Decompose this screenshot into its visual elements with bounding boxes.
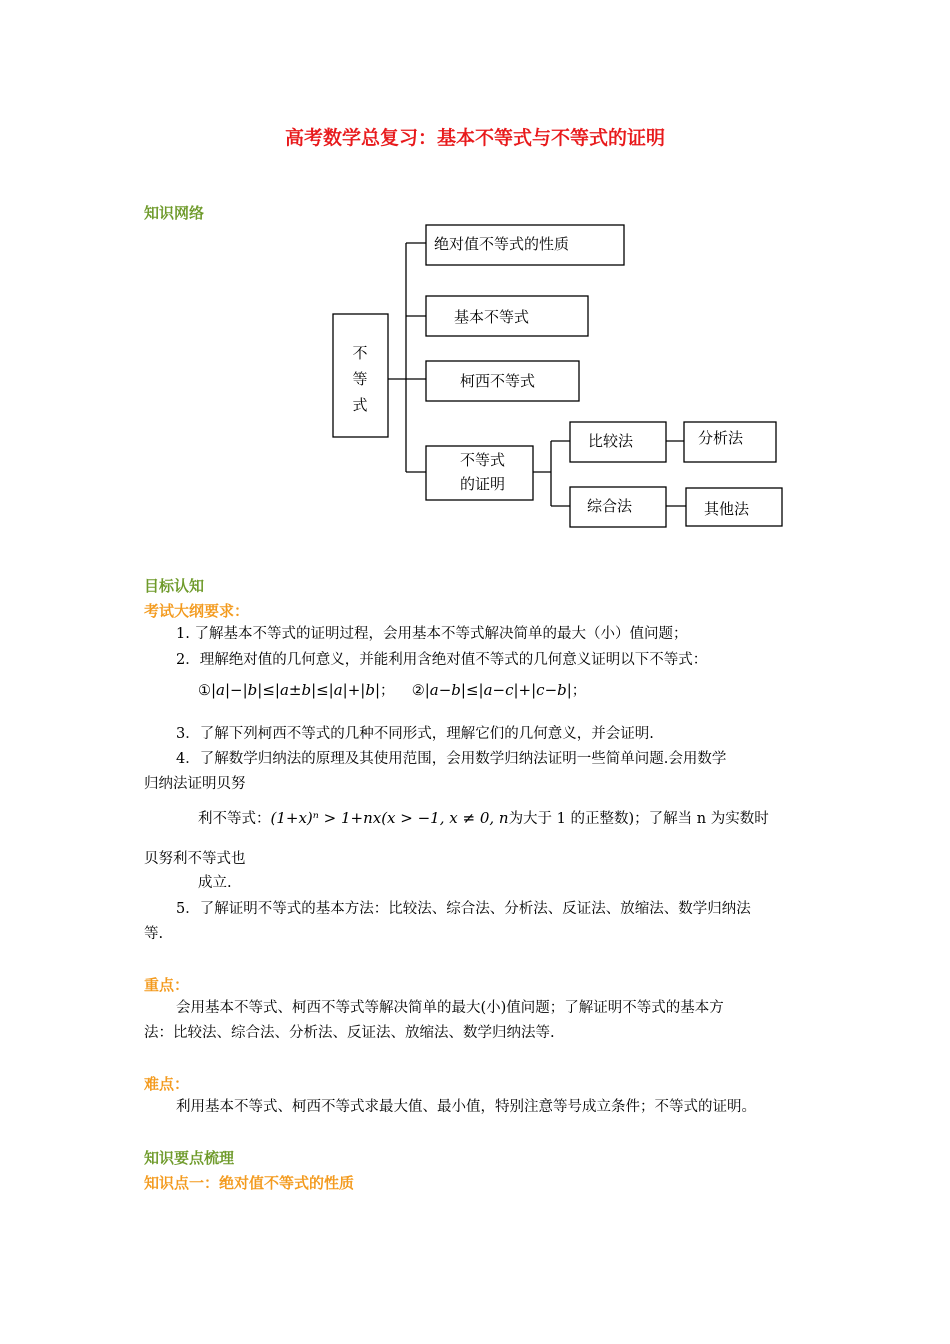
section-heading-difficulty: 难点： <box>144 1075 190 1093</box>
formula-1-marker: ① <box>198 683 211 699</box>
formula-abs-triangle: |a|−|b|≤|a±b|≤|a|+|b| <box>211 681 381 699</box>
formula-abs-difference: |a−b|≤|a−c|+|c−b| <box>424 681 572 699</box>
formula-row <box>198 680 586 701</box>
difficulty-line-1: 利用基本不等式、柯西不等式求最大值、最小值，特别注意等号成立条件；不等式的证明。 <box>176 1099 756 1115</box>
diagram-label-compare: 比较法 <box>588 432 634 450</box>
diagram-label-proof-1: 不等式 <box>460 451 506 469</box>
syllabus-item-1: 1. 了解基本不等式的证明过程，会用基本不等式解决简单的最大（小）值问题； <box>176 626 688 642</box>
diagram-label-cauchy: 柯西不等式 <box>460 372 536 390</box>
syllabus-item-5-line-2: 等. <box>144 926 164 942</box>
page-title: 高考数学总复习：基本不等式与不等式的证明 <box>284 127 665 149</box>
diagram-label-proof-2: 的证明 <box>460 475 506 493</box>
syllabus-item-4-line-2: 归纳法证明贝努 <box>144 776 246 792</box>
diagram-root-char-3: 式 <box>352 396 368 414</box>
syllabus-item-4-line-5: 成立. <box>198 875 232 891</box>
diagram-label-basic: 基本不等式 <box>454 308 530 326</box>
diagram-label-synthesis: 综合法 <box>587 497 633 515</box>
section-heading-network: 知识网络 <box>144 204 205 222</box>
bernoulli-suffix: 为大于 1 的正整数)；了解当 n 为实数时 <box>508 811 769 827</box>
key-line-2: 法：比较法、综合法、分析法、反证法、放缩法、数学归纳法等. <box>144 1025 555 1041</box>
syllabus-item-4-line-4: 贝努利不等式也 <box>144 851 246 867</box>
key-line-1: 会用基本不等式、柯西不等式等解决简单的最大(小)值问题；了解证明不等式的基本方 <box>176 1000 724 1016</box>
syllabus-item-5-line-1: 5．了解证明不等式的基本方法：比较法、综合法、分析法、反证法、放缩法、数学归纳法 <box>176 901 751 917</box>
formula-2-marker: ② <box>411 683 425 699</box>
syllabus-item-2: 2．理解绝对值的几何意义，并能利用含绝对值不等式的几何意义证明以下不等式： <box>176 652 708 668</box>
syllabus-item-4-line-1: 4．了解数学归纳法的原理及其使用范围，会用数学归纳法证明一些简单问题.会用数学 <box>176 751 727 767</box>
section-heading-point-1: 知识点一：绝对值不等式的性质 <box>144 1174 355 1192</box>
diagram-label-other: 其他法 <box>704 500 750 518</box>
diagram-label-analysis: 分析法 <box>698 429 744 447</box>
formula-1-end: ； <box>380 683 395 699</box>
section-heading-goals: 目标认知 <box>144 577 205 595</box>
diagram-root-char-1: 不 <box>352 344 368 362</box>
syllabus-item-4-line-3 <box>198 808 769 829</box>
formula-2-end: ； <box>571 683 587 699</box>
bernoulli-prefix: 利不等式： <box>198 811 271 827</box>
section-heading-syllabus: 考试大纲要求： <box>144 602 250 620</box>
syllabus-item-3: 3．了解下列柯西不等式的几种不同形式，理解它们的几何意义，并会证明. <box>176 726 654 742</box>
diagram-root-char-2: 等 <box>352 370 368 388</box>
diagram-label-abs-props: 绝对值不等式的性质 <box>434 235 570 253</box>
knowledge-network-diagram <box>0 0 950 560</box>
section-heading-summary: 知识要点梳理 <box>144 1149 235 1167</box>
bernoulli-formula: (1+x)ⁿ > 1+nx(x > −1, x ≠ 0, n <box>270 809 509 827</box>
section-heading-key: 重点： <box>144 976 190 994</box>
